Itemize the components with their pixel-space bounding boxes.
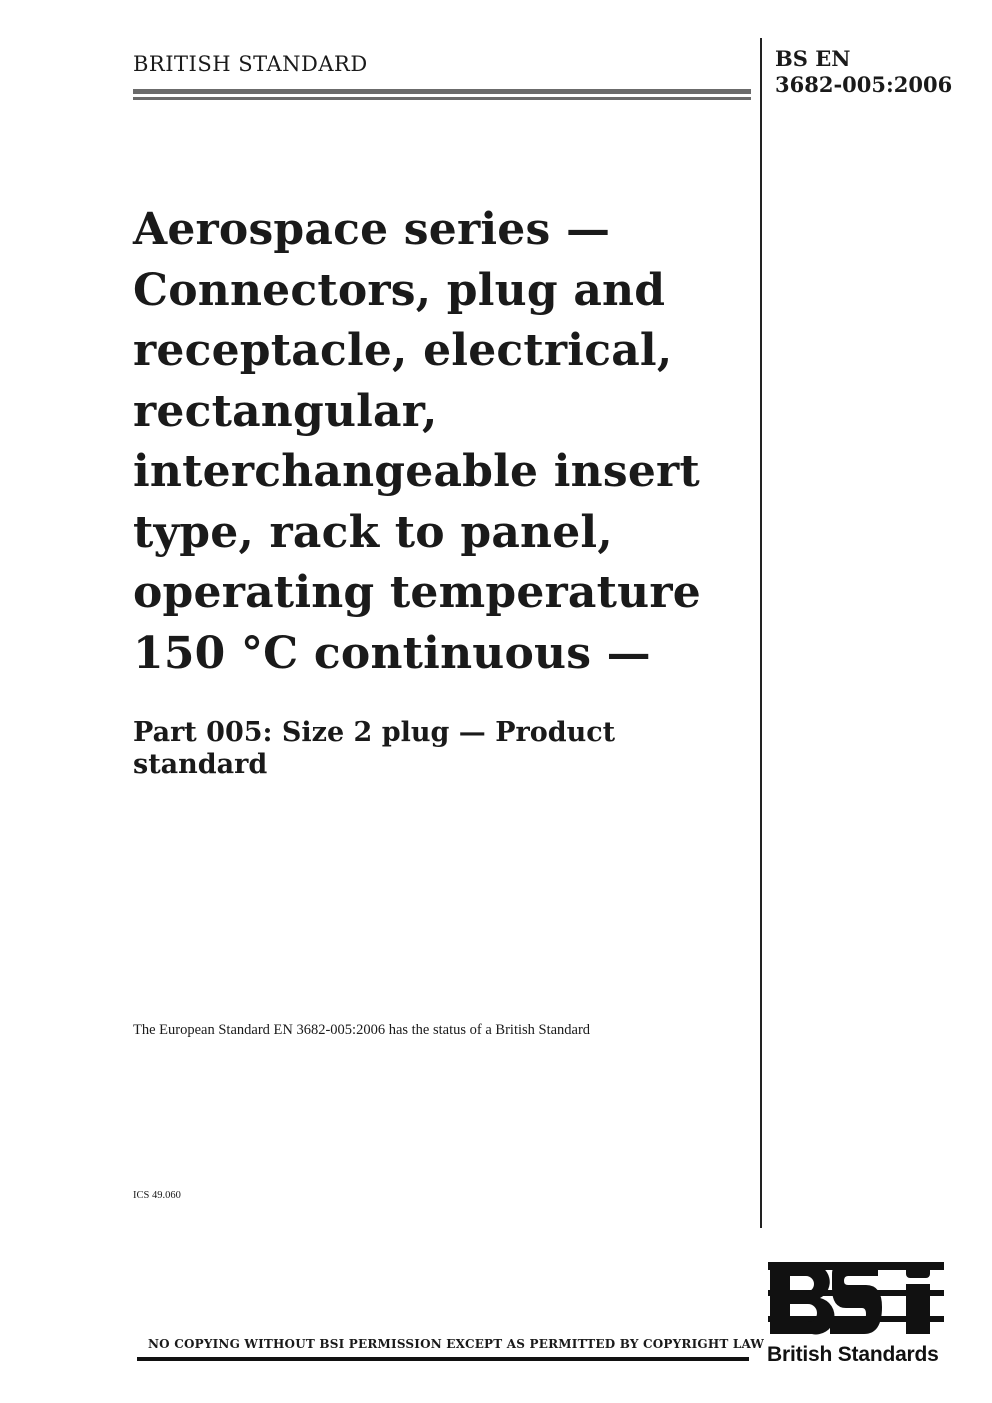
header-rule-thin [133,97,751,100]
copyright-notice: NO COPYING WITHOUT BSI PERMISSION EXCEPT AS PERMITTED BY COPYRIGHT LAW [148,1337,765,1351]
document-title: Aerospace series — Connectors, plug and receptacle, electrical, rectangular, interchangeable insert type, rack to panel, operating temperature 150 °C continuous — [133,204,701,679]
document-type-label: BRITISH STANDARD [133,52,368,76]
header-rule-thick [133,89,751,94]
standard-code-line1: BS EN [775,46,851,71]
standard-code [775,46,952,98]
document-part-title: Part 005: Size 2 plug — Product standard [133,717,616,780]
status-note: The European Standard EN 3682-005:2006 has the status of a British Standard [133,1022,591,1038]
vertical-divider [760,38,762,1228]
bsi-logo-caption: British Standards [767,1343,939,1366]
standard-code-line2: 3682-005:2006 [775,72,953,97]
footer-rule [137,1357,749,1361]
ics-code: ICS 49.060 [133,1190,181,1201]
